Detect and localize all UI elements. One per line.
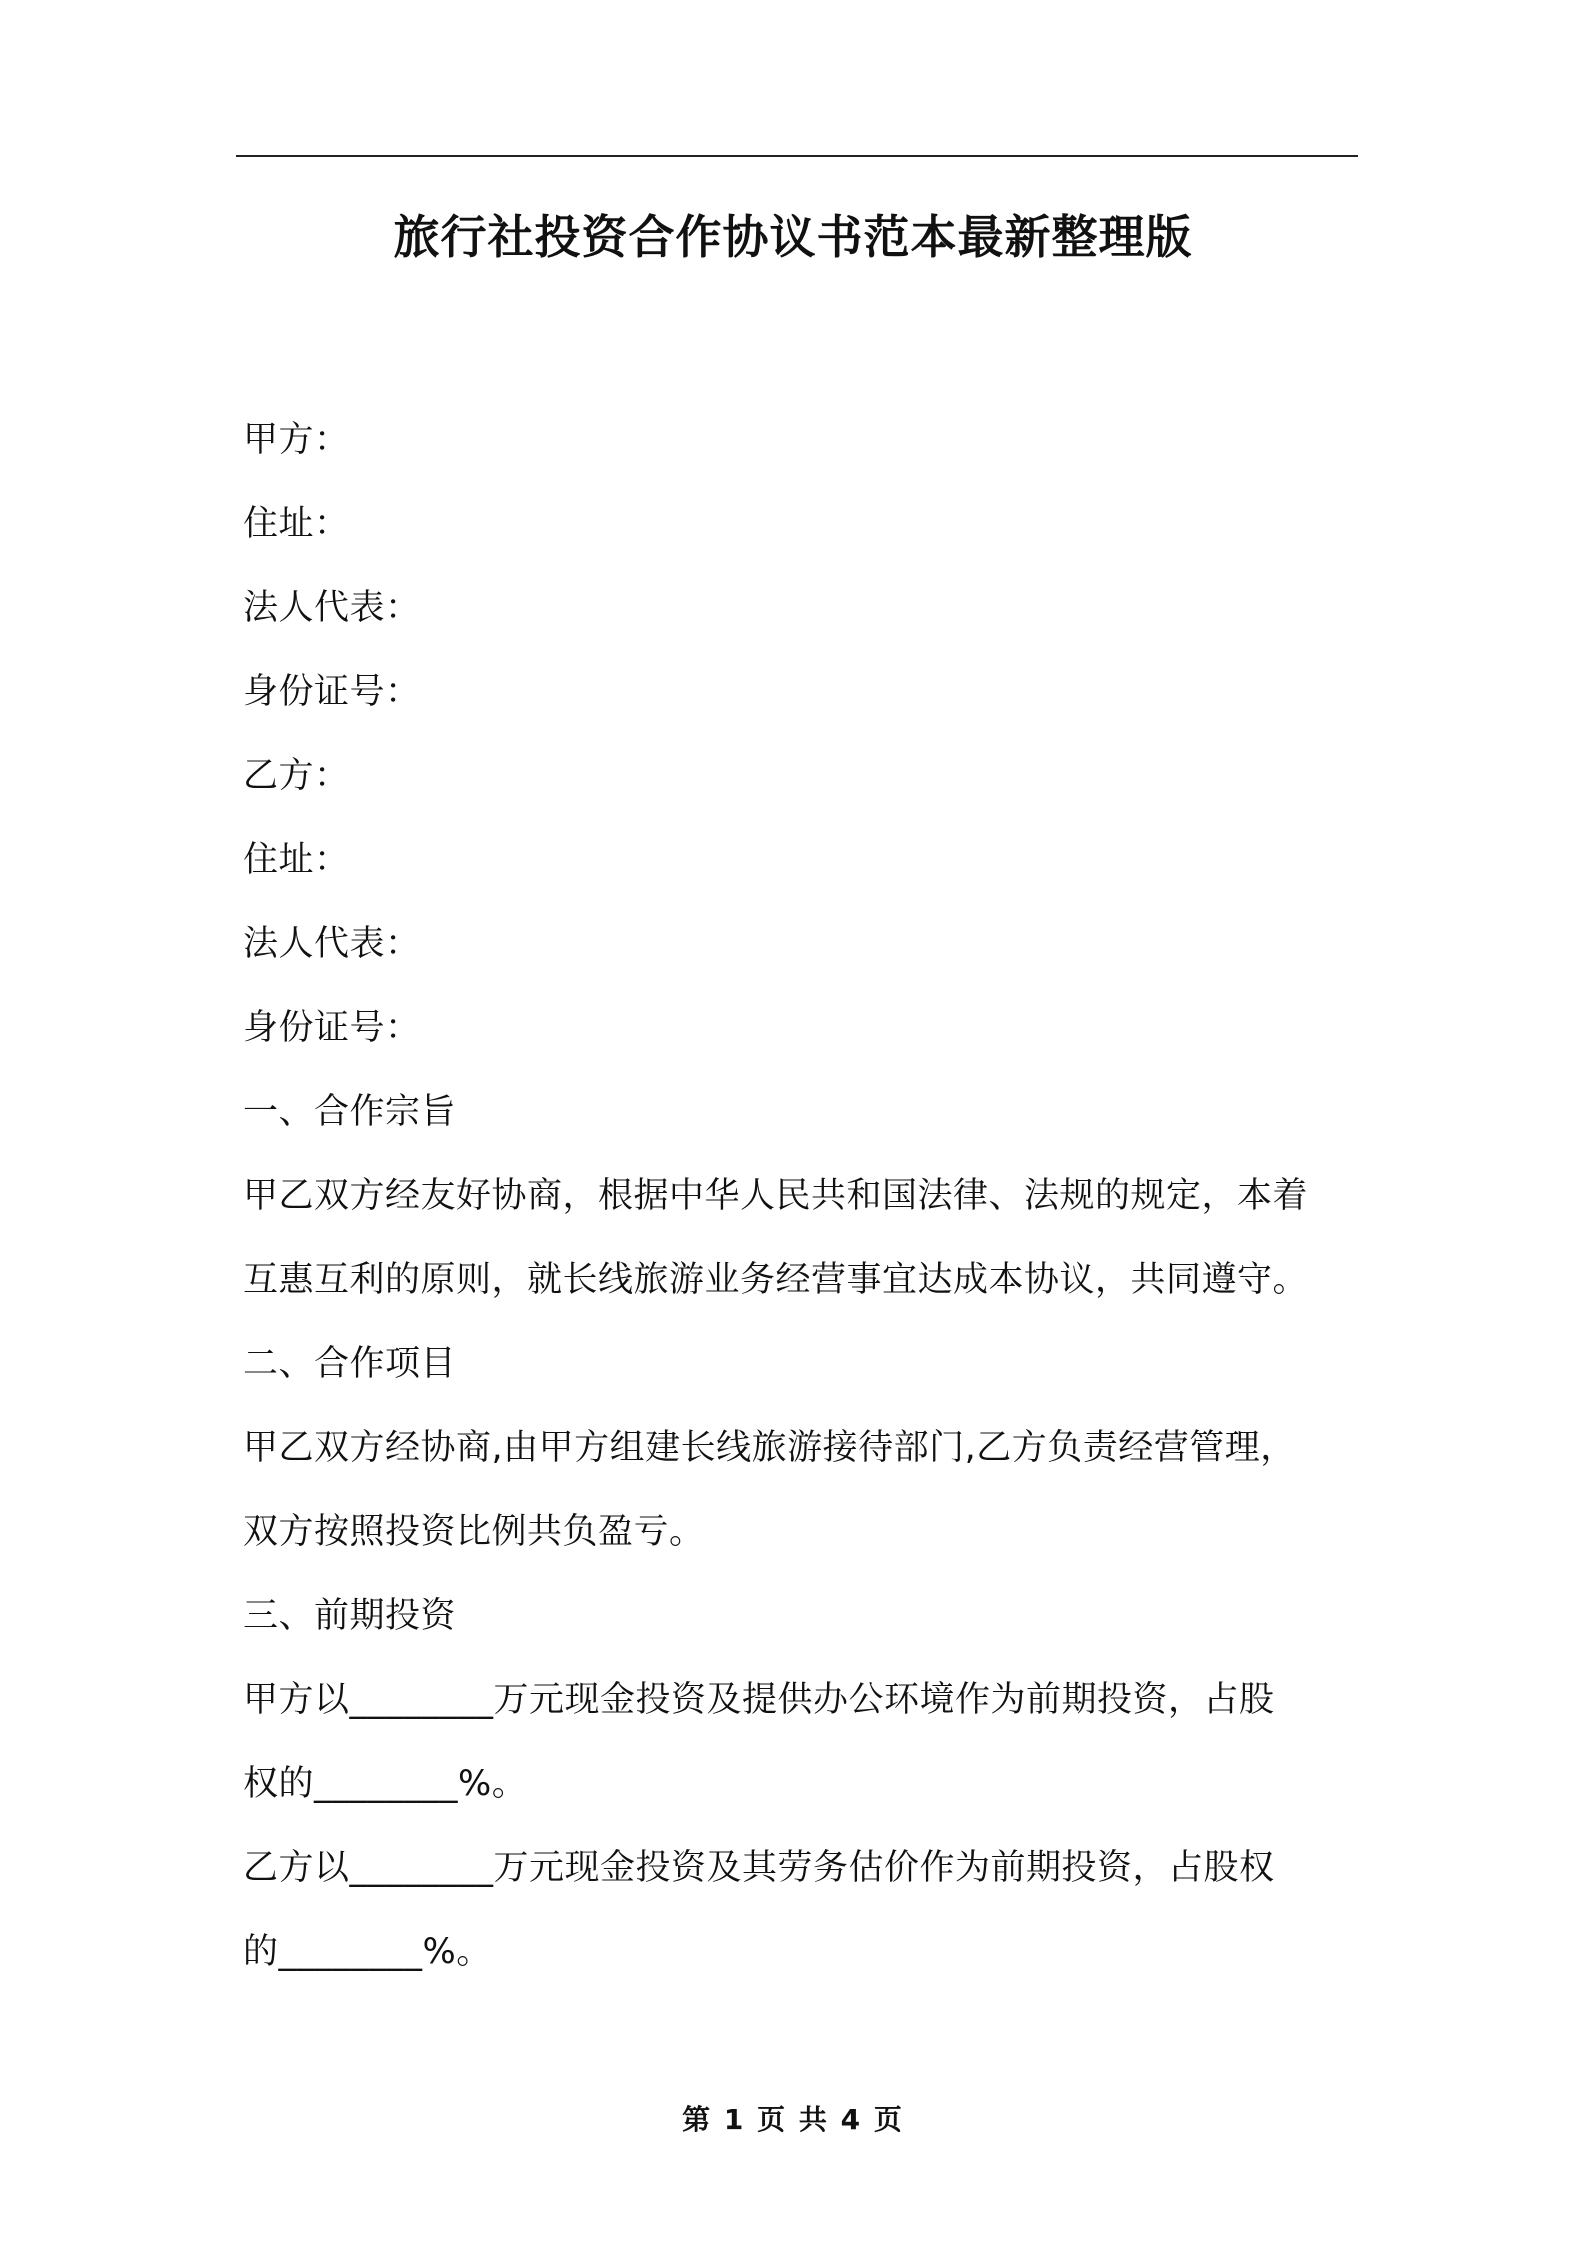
document-body [243, 410, 1358, 2006]
paragraph-line: 的________%。 [243, 1932, 492, 1972]
paragraph-line: 权的________%。 [243, 1764, 528, 1804]
party-b-label: 乙方： [243, 756, 350, 796]
paragraph-line: 甲乙双方经友好协商，根据中华人民共和国法律、法规的规定，本着 [243, 1176, 1309, 1216]
paragraph-line: 乙方以________万元现金投资及其劳务估价作为前期投资，占股权 [243, 1848, 1275, 1888]
party-b-id-number: 身份证号： [243, 1008, 421, 1048]
paragraph-line: 甲方以________万元现金投资及提供办公环境作为前期投资，占股 [243, 1680, 1275, 1720]
section-heading-project: 二、合作项目 [243, 1344, 457, 1384]
header-rule [236, 155, 1358, 157]
party-a-legal-rep: 法人代表： [243, 588, 421, 628]
page-number-footer: 第 1 页 共 4 页 [682, 2103, 904, 2136]
party-a-id-number: 身份证号： [243, 672, 421, 712]
section-heading-investment: 三、前期投资 [243, 1596, 457, 1636]
document-title: 旅行社投资合作协议书范本最新整理版 [393, 210, 1193, 264]
party-a-address: 住址： [243, 504, 350, 544]
paragraph-line: 双方按照投资比例共负盈亏。 [243, 1512, 705, 1552]
party-a-label: 甲方： [243, 420, 350, 460]
party-b-legal-rep: 法人代表： [243, 924, 421, 964]
paragraph-line: 甲乙双方经协商,由甲方组建长线旅游接待部门,乙方负责经营管理， [243, 1428, 1296, 1468]
party-b-address: 住址： [243, 840, 350, 880]
paragraph-line: 互惠互利的原则，就长线旅游业务经营事宜达成本协议，共同遵守。 [243, 1260, 1309, 1300]
section-heading-purpose: 一、合作宗旨 [243, 1092, 457, 1132]
